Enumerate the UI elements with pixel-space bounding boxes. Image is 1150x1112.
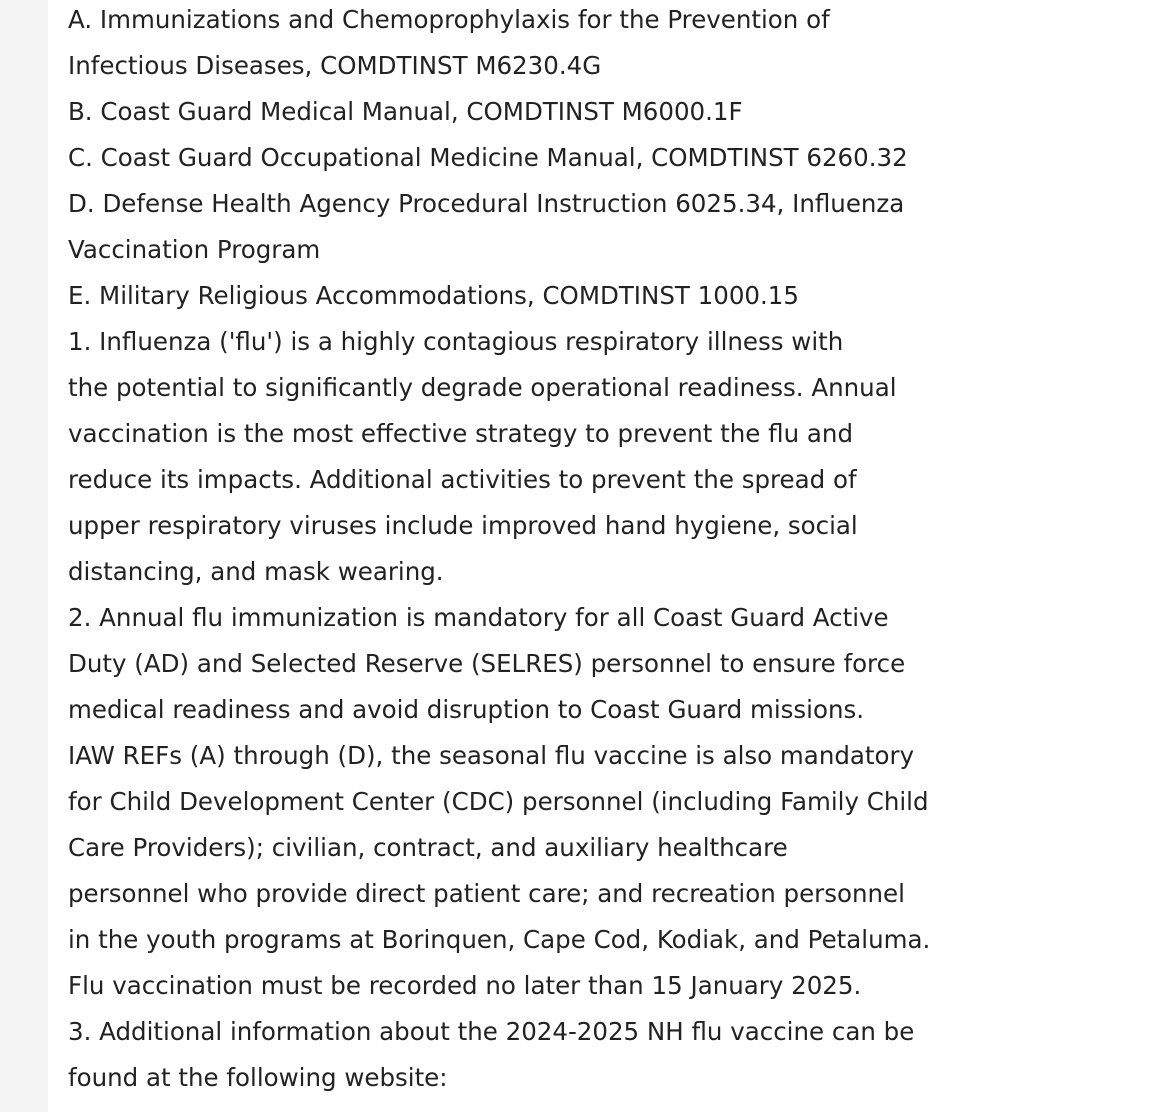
para-3-line-1: 3. Additional information about the 2024-2025 NH flu vaccine can be: [68, 1017, 915, 1046]
ref-c-line: C. Coast Guard Occupational Medicine Manual, COMDTINST 6260.32: [68, 143, 908, 172]
para-2-line-9: Flu vaccination must be recorded no later than 15 January 2025.: [68, 971, 862, 1000]
para-1-line-5: upper respiratory viruses include improved hand hygiene, social: [68, 511, 858, 540]
ref-d-line-1: D. Defense Health Agency Procedural Instruction 6025.34, Influenza: [68, 189, 905, 218]
para-2-line-4: IAW REFs (A) through (D), the seasonal flu vaccine is also mandatory: [68, 741, 915, 770]
para-2-line-3: medical readiness and avoid disruption to Coast Guard missions.: [68, 695, 865, 724]
para-1-line-4: reduce its impacts. Additional activities to prevent the spread of: [68, 465, 857, 494]
para-2-line-2: Duty (AD) and Selected Reserve (SELRES) personnel to ensure force: [68, 649, 906, 678]
document-body: [68, 0, 1138, 1101]
ref-e-line: E. Military Religious Accommodations, COMDTINST 1000.15: [68, 281, 799, 310]
para-1-line-2: the potential to significantly degrade operational readiness. Annual: [68, 373, 897, 402]
ref-d-line-2: Vaccination Program: [68, 235, 321, 264]
para-1-line-3: vaccination is the most effective strategy to prevent the flu and: [68, 419, 854, 448]
para-1-line-6: distancing, and mask wearing.: [68, 557, 444, 586]
para-1-line-1: 1. Influenza ('flu') is a highly contagious respiratory illness with: [68, 327, 844, 356]
para-2-line-1: 2. Annual flu immunization is mandatory for all Coast Guard Active: [68, 603, 889, 632]
para-3-line-2: found at the following website:: [68, 1063, 448, 1092]
ref-b-line: B. Coast Guard Medical Manual, COMDTINST M6000.1F: [68, 97, 743, 126]
para-2-line-8: in the youth programs at Borinquen, Cape Cod, Kodiak, and Petaluma.: [68, 925, 931, 954]
ref-a-line-2: Infectious Diseases, COMDTINST M6230.4G: [68, 51, 602, 80]
ref-a-line-1: A. Immunizations and Chemoprophylaxis for the Prevention of: [68, 5, 830, 34]
left-gutter: [0, 0, 48, 1112]
para-2-line-5: for Child Development Center (CDC) personnel (including Family Child: [68, 787, 929, 816]
para-2-line-7: personnel who provide direct patient care; and recreation personnel: [68, 879, 905, 908]
para-2-line-6: Care Providers); civilian, contract, and auxiliary healthcare: [68, 833, 788, 862]
